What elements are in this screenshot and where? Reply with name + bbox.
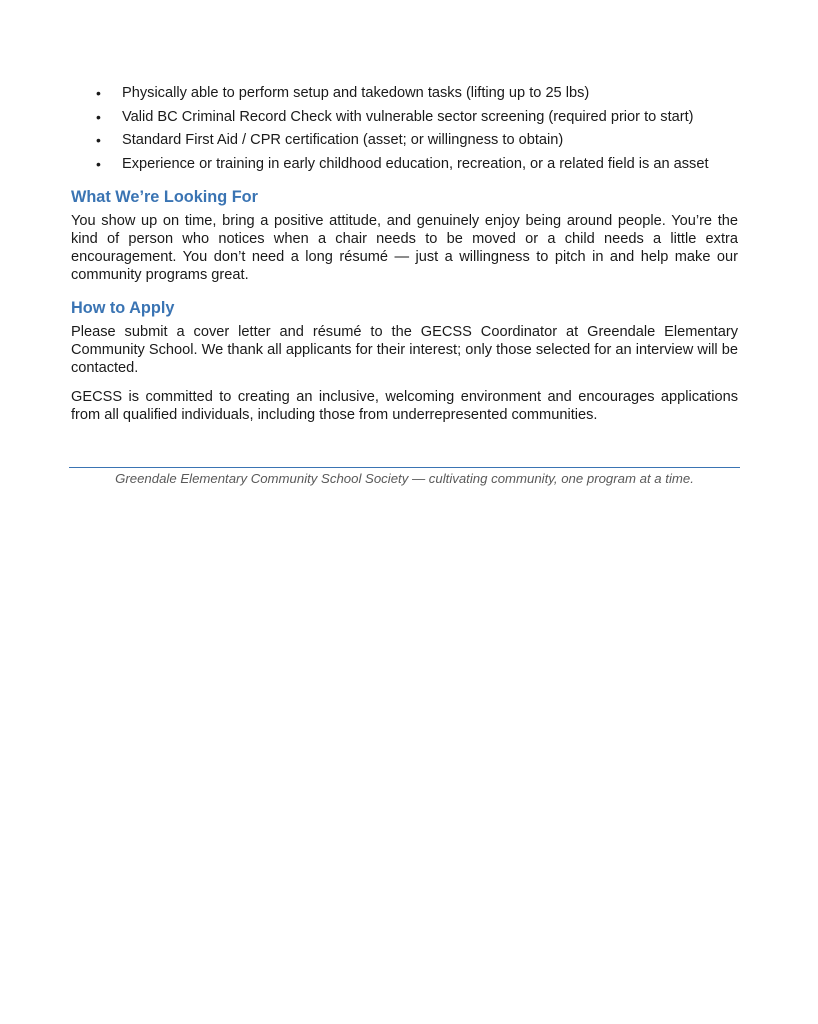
requirement-text: Physically able to perform setup and takedown tasks (lifting up to 25 lbs) xyxy=(122,85,590,101)
bullet-icon: • xyxy=(96,155,101,172)
requirements-list xyxy=(71,84,738,173)
footer-divider xyxy=(69,467,740,468)
list-item xyxy=(71,155,738,173)
list-item xyxy=(71,131,738,149)
document-page xyxy=(71,84,738,435)
how-to-apply-heading: How to Apply xyxy=(71,298,175,317)
list-item xyxy=(71,84,738,102)
footer-tagline: Greendale Elementary Community School Society — cultivating community, one program at a time. xyxy=(115,471,694,486)
looking-for-paragraph: You show up on time, bring a positive attitude, and genuinely enjoy being around people. You’re the kind of person who notices when a chair needs to be moved or a child needs a little extra encouragement. You don’t need a long résumé — just a willingness to pitch in and help make our community programs great. xyxy=(71,212,738,283)
bullet-icon: • xyxy=(96,132,101,148)
how-to-apply-paragraph: Please submit a cover letter and résumé to the GECSS Coordinator at Greendale Elementary Community School. We thank all applicants for their interest; only those selected for an interview will be contacted. xyxy=(71,323,738,376)
looking-for-heading: What We’re Looking For xyxy=(71,187,258,206)
requirement-text: Standard First Aid / CPR certification (asset; or willingness to obtain) xyxy=(122,132,564,148)
bullet-icon: • xyxy=(96,108,101,125)
list-item xyxy=(71,108,738,126)
bullet-icon: • xyxy=(96,85,101,101)
requirement-text: Experience or training in early childhood education, recreation, or a related field is an asset xyxy=(122,155,709,172)
inclusion-statement: GECSS is committed to creating an inclusive, welcoming environment and encourages applications from all qualified individuals, including those from underrepresented communities. xyxy=(71,388,738,423)
requirement-text: Valid BC Criminal Record Check with vulnerable sector screening (required prior to start) xyxy=(122,108,694,125)
